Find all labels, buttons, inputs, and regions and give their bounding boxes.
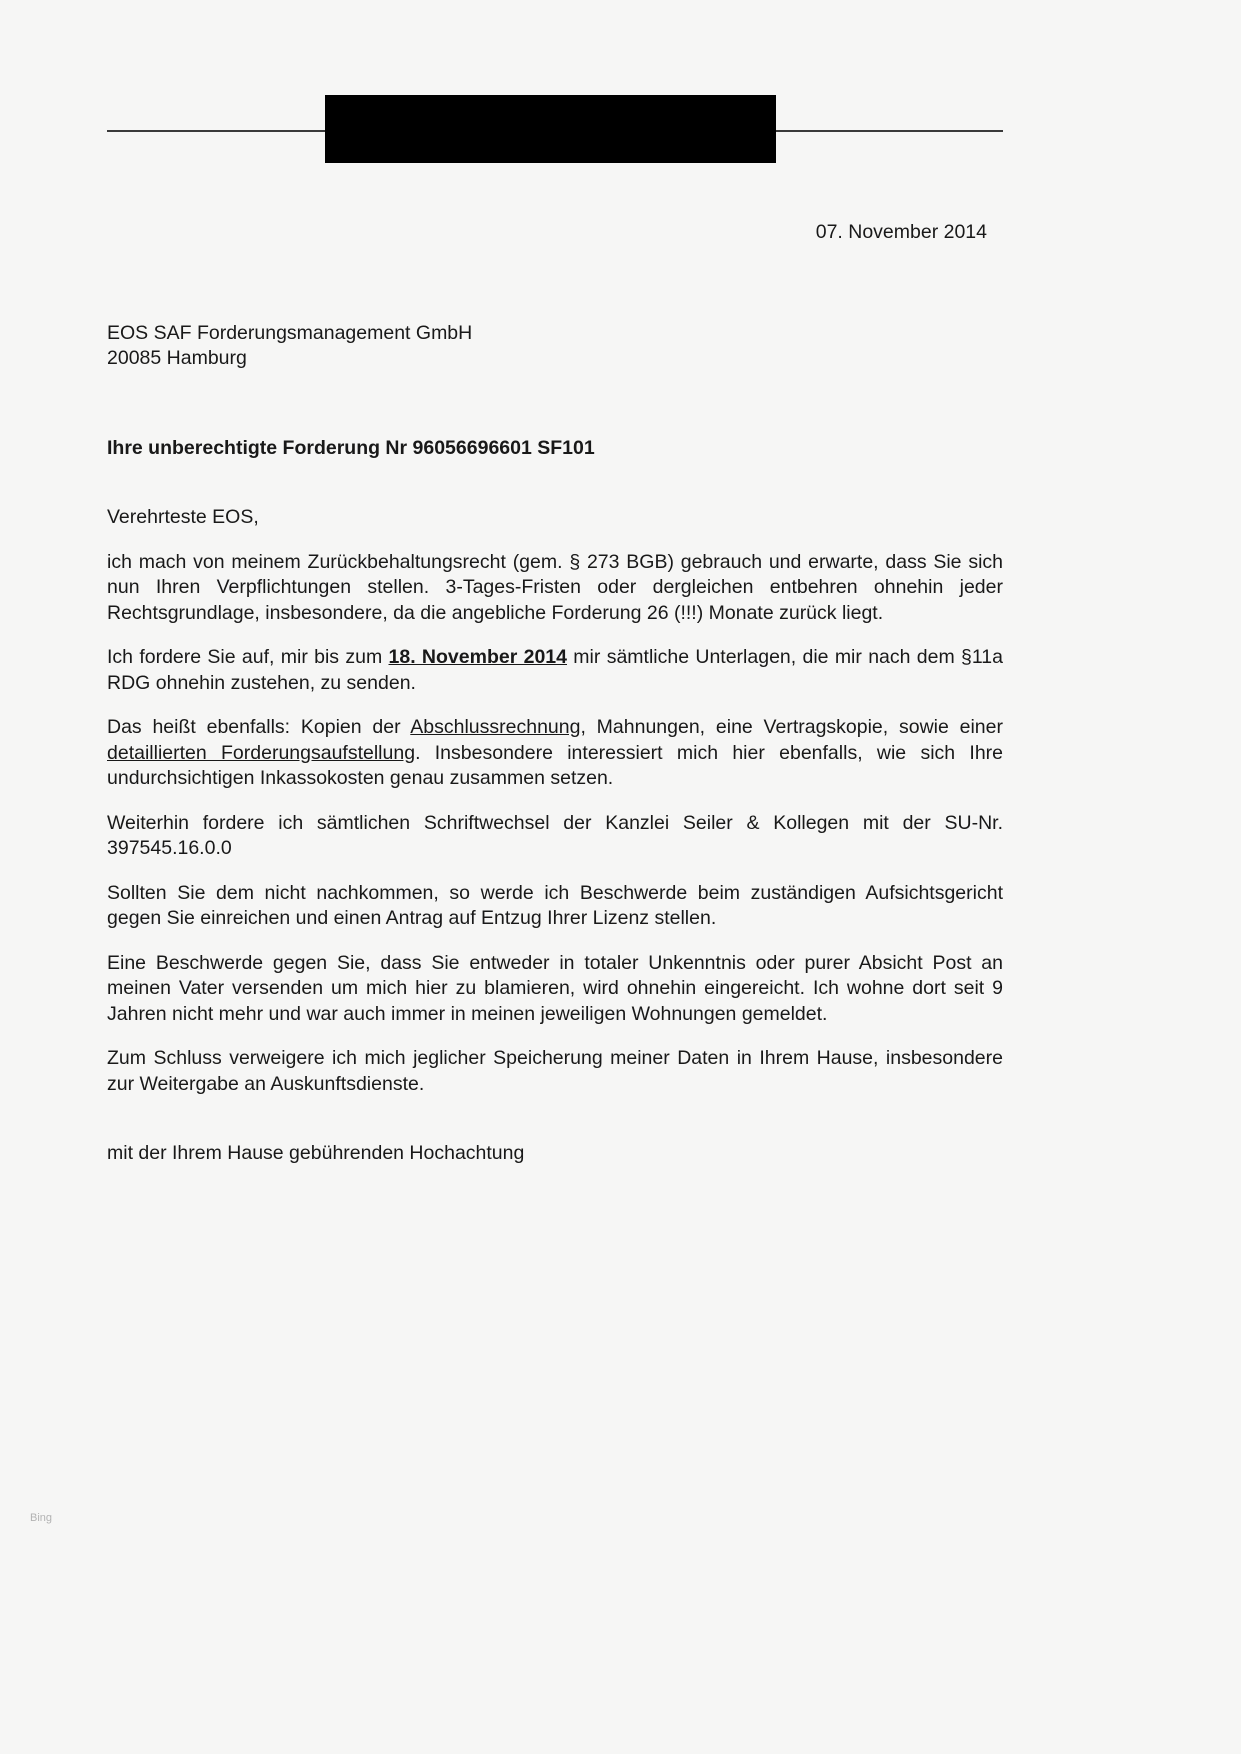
recipient-name: EOS SAF Forderungsmanagement GmbH (107, 321, 473, 344)
recipient-city: 20085 Hamburg (107, 347, 247, 369)
text-segment: ich mach von meinem Zurückbehaltungsrecht (gem. § 273 BGB) gebrauch und erwarte, dass Sie sich nun Ihren Verpflichtungen stellen. 3-Tages-Fristen oder dergleichen entbehren ohnehin jeder Rechtsgrundlage, insbesondere, da die angebliche Forderung 26 (!!!) Monate zurück liegt. (107, 550, 1003, 624)
text-segment: Zum Schluss verweigere ich mich jeglicher Speicherung meiner Daten in Ihrem Hause, insbesondere zur Weitergabe an Auskunftsdienste. (107, 1047, 1003, 1095)
paragraph (107, 881, 1003, 932)
text-segment: . Insbesondere interessiert mich hier ebenfalls, wie sich Ihre undurchsichtigen Inkassokosten genau zusammen setzen. (107, 741, 1004, 789)
text-segment: Sollten Sie dem nicht nachkommen, so werde ich Beschwerde beim zuständigen Aufsichtsgericht gegen Sie einreichen und einen Antrag auf Entzug Ihrer Lizenz stellen. (107, 881, 1003, 929)
letter-date: 07. November 2014 (815, 221, 987, 243)
text-segment: Eine Beschwerde gegen Sie, dass Sie entweder in totaler Unkenntnis oder purer Absicht Post an meinen Vater versenden um mich hier zu blamieren, wird ohnehin eingereicht. Ich wohne dort seit 9 Jahren nicht mehr und war auch immer in meinen jeweiligen Wohnungen gemeldet. (107, 951, 1003, 1025)
text-segment: Das heißt ebenfalls: Kopien der (107, 716, 411, 738)
watermark: Bing (30, 1512, 53, 1524)
letter-content (107, 0, 1003, 1167)
paragraph (107, 645, 1003, 696)
text-segment: Weiterhin fordere ich sämtlichen Schriftwechsel der Kanzlei Seiler & Kollegen mit der SU-Nr. 397545.16.0.0 (107, 811, 1003, 859)
salutation: Verehrteste EOS, (107, 506, 259, 528)
paragraph (107, 1046, 1003, 1097)
paragraph (107, 715, 1003, 792)
recipient-block (107, 321, 1003, 372)
text-segment: Abschlussrechnung (410, 716, 581, 738)
text-segment: 18. November 2014 (388, 646, 567, 668)
paragraph (107, 550, 1003, 627)
paragraph (107, 951, 1003, 1028)
subject-line: Ihre unberechtigte Forderung Nr 96056696601 SF101 (107, 436, 595, 459)
letter-body (107, 550, 1003, 1098)
text-segment: Ich fordere Sie auf, mir bis zum (107, 646, 389, 668)
text-segment: , Mahnungen, eine Vertragskopie, sowie einer (580, 716, 1003, 738)
text-segment: detaillierten Forderungsaufstellung (107, 741, 416, 764)
closing-line: mit der Ihrem Hause gebührenden Hochachtung (107, 1142, 525, 1164)
text-segment: mir sämtliche Unterlagen, die mir nach dem §11a RDG ohnehin zustehen, zu senden. (107, 646, 1003, 694)
paragraph (107, 811, 1003, 862)
